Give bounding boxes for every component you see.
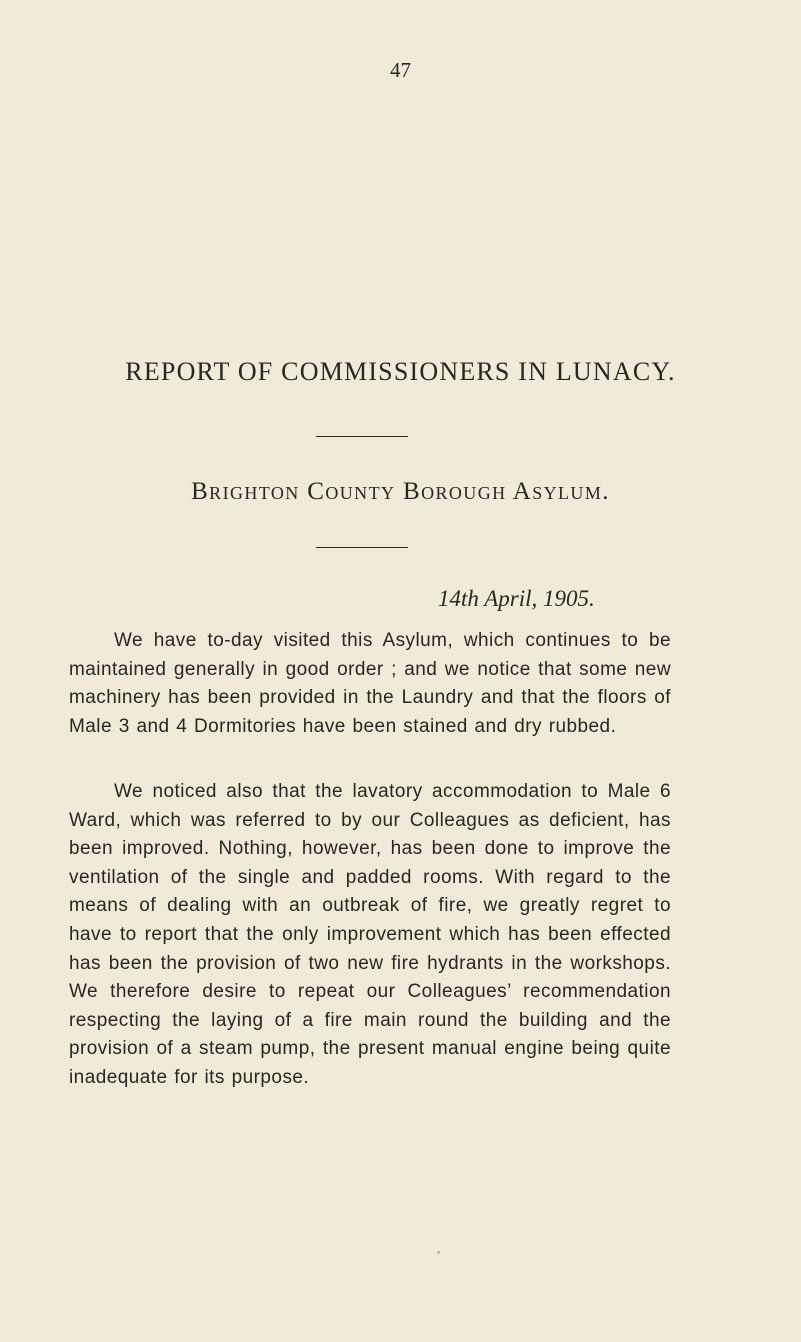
paragraph-visit-summary: We have to-day visited this Asylum, which continues to be maintained generally in good order ; and we notice that some new machinery has been provided in the Laundry and that the floors of Male 3 and 4 Dormitories have been stained and dry rubbed.: [69, 630, 671, 737]
page-number: 47: [390, 58, 411, 82]
report-date: 14th April, 1905.: [438, 586, 595, 611]
paragraph-improvements-and-fire: We noticed also that the lavatory accommodation to Male 6 Ward, which was referred to by our Colleagues as deficient, has been improved. Nothing, however, has been done to improve the ventilation of the single and padded rooms. With regard to the means of dealing with an outbreak of fire, we greatly regret to have to report that the only improvement which has been effected has been the provision of two new fire hydrants in the workshops. We therefore desire to repeat our Colleagues’ recommendation respecting the laying of a fire main round the building and the provision of a steam pump, the present manual engine being quite inadequate for its purpose.: [69, 781, 671, 1088]
paper-speck: [437, 1251, 440, 1254]
asylum-name-heading: Brighton County Borough Asylum.: [191, 478, 610, 505]
divider-rule-top: [316, 436, 408, 437]
report-title: REPORT OF COMMISSIONERS IN LUNACY.: [125, 357, 676, 386]
divider-rule-bottom: [316, 547, 408, 548]
